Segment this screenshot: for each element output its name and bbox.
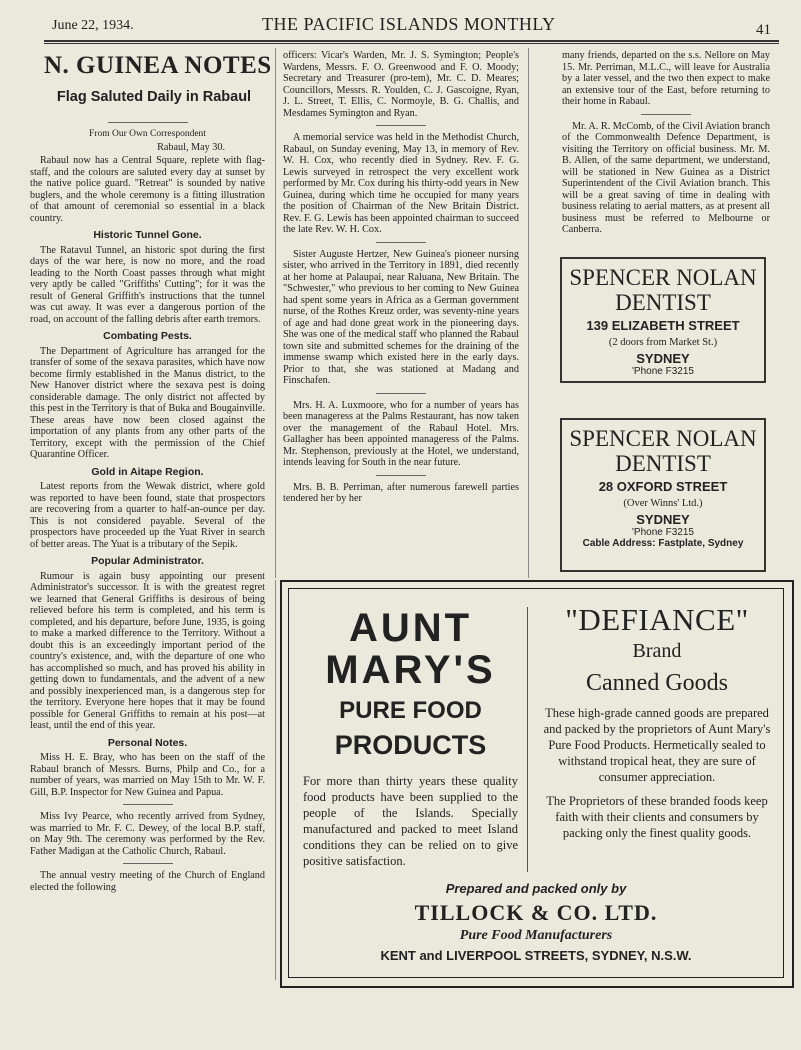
- manufacturer-line: Pure Food Manufacturers: [459, 928, 613, 943]
- dentist-ad-oxford: [560, 418, 766, 572]
- canned-goods-label: Canned Goods: [586, 670, 728, 696]
- paragraph: The Department of Agriculture has arranged for the transfer of some of the sexava parasites, which have now become firmly established in the Manus district, to the New Hanover district where the sexava pest is doing considerable damage. The only district not affected by this pest in the Territory is that of Buka and Bougainville. These areas have now been closed against the importation of any plants from any other parts of the Territory, except with the permission of the Chief Quarantine Officer.: [30, 345, 265, 460]
- column-divider: [275, 580, 276, 980]
- publication-title: THE PACIFIC ISLANDS MONTHLY: [262, 14, 556, 34]
- page-number: 41: [756, 22, 771, 38]
- paragraph: Miss H. E. Bray, who has been on the staff of the Rabaul branch of Messrs. Burns, Philp and Co., for a number of years, was married on May 15th to Mr. W. F. Gill, B.P. Inspector for New Guinea and Papua.: [30, 752, 265, 798]
- company-address: KENT and LIVERPOOL STREETS, SYDNEY, N.S.W.: [380, 948, 692, 963]
- defiance-paragraph: The Proprietors of these branded foods keep faith with their clients and consumers by packing only the finest quality goods.: [546, 794, 768, 840]
- paragraph: officers: Vicar's Warden, Mr. J. S. Symington; People's Wardens, Messrs. F. O. Greenwood and F. O. Moody; Secretary and Treasurer (pro-tem), Mr. C. D. Meares; Councillors, Messrs. R. Youlden, C. J. Gascoigne, Ryan, J. L. Street, T. Ellis, C. Normoyle, B. G. Challis, and Mesdames Symington and Ryan.: [283, 50, 519, 119]
- divider: [376, 242, 426, 243]
- ad-street: 28 OXFORD STREET: [598, 479, 728, 494]
- subheading: Gold in Aitape Region.: [91, 465, 204, 478]
- ad-note: (Over Winns' Ltd.): [623, 498, 703, 509]
- column-1: [30, 122, 265, 984]
- headline: Flag Saluted Daily in Rabaul: [56, 89, 252, 105]
- ad-phone: 'Phone F3215: [632, 527, 694, 538]
- ad-name: SPENCER NOLAN DENTIST: [569, 426, 757, 476]
- dateline: Rabaul, May 30.: [157, 141, 225, 153]
- divider: [376, 125, 426, 126]
- ad-name: SPENCER NOLAN DENTIST: [569, 265, 757, 315]
- defiance-body: [541, 705, 773, 841]
- marys-wordmark: MARY'S: [325, 648, 496, 692]
- panel-divider: [527, 607, 528, 872]
- paragraph: Miss Ivy Pearce, who recently arrived from Sydney, was married to Mr. F. C. Dewey, of the local B.P. staff, on May 9th. The ceremony was performed by the Rev. Father Madigan at the Catholic Church, Rabaul.: [30, 811, 265, 857]
- defiance-panel: [541, 603, 773, 849]
- correspondent-line: From Our Own Correspondent: [89, 129, 206, 139]
- brand-label: Brand: [632, 640, 682, 662]
- pure-food-line: PURE FOOD: [339, 697, 482, 724]
- column-3: [562, 50, 770, 250]
- ad-frame: [288, 588, 784, 978]
- column-divider: [528, 48, 529, 578]
- paragraph: many friends, departed on the s.s. Nellore on May 15. Mr. Perriman, M.L.C., will leave for Australia by a later vessel, and the two then expect to make an extensive tour of the East, before returning to their home in Rabaul.: [562, 50, 770, 107]
- paragraph: Latest reports from the Wewak district, where gold was reported to have been found, state that prospectors are recovering from a quarter to half-an-ounce per day. This is not considered payable. Several of the prospectors have proceeded up the Yuat River in search of better areas. The Yuat is a tributary of the Sepik.: [30, 481, 265, 550]
- divider: [123, 804, 173, 805]
- ad-city: SYDNEY: [636, 512, 690, 527]
- issue-date: June 22, 1934.: [52, 18, 134, 33]
- subheading: Popular Administrator.: [91, 555, 204, 567]
- defiance-paragraph: These high-grade canned goods are prepared and packed by the proprietors of Aunt Mary's Pure Food Products. Hermetically sealed to withstand tropical heat, they are sure of consumer appreciation.: [543, 706, 771, 784]
- paragraph: Mrs. H. A. Luxmoore, who for a number of years has been manageress at the Palms Restaurant, has now taken over the management of the Rabaul Hotel. Mrs. Gallagher has been appointed manageress of the Palms. Mr. Stephenson, previously at the Hotel, we understand, intends leaving for South in the near future.: [283, 399, 519, 468]
- defiance-title: "DEFIANCE": [565, 602, 749, 637]
- aunt-body: For more than thirty years these quality food products have been supplied to the people of the Islands. Specially manufactured and packed to meet Island conditions they can be relied on to give positive satisfaction.: [303, 774, 518, 868]
- dentist-ad-elizabeth: [560, 257, 766, 383]
- aunt-marys-panel: [303, 607, 518, 869]
- ad-phone: 'Phone F3215: [632, 366, 694, 377]
- products-line: PRODUCTS: [334, 730, 487, 760]
- subheading: Personal Notes.: [107, 736, 188, 749]
- company-name: TILLOCK & CO. LTD.: [414, 900, 658, 925]
- tillock-advertisement: [280, 580, 794, 988]
- paragraph: The Ratavul Tunnel, an historic spot during the first days of the war here, is now no more, and the road leading to the North Coast passes through what might very aptly be called "Griffiths' Cutting"; for it was the result of General Griffith's instructions that the tunnel was cut away. It was ever a dangerous portion of the road, on account of the falling debris after earth tremors.: [30, 244, 265, 325]
- page-header: [0, 0, 801, 40]
- paragraph: Rumour is again busy appointing our present Administrator's successor. It is with the greatest regret we learned that General Griffiths is desirous of being relieved before his term is completed, and his term is completed, and his departure, before June, 1935, is going to make a marked difference to the Territory. Without a doubt this is an exceedingly important period of the country's existence, and, with the departure of one who has accomplished so much, and has proved his ability in getting down to fundamentals, and the advent of a new and possibly inexperienced man, is a dangerous step for the territory. Everyone here hopes that it may be found possible for General Griffiths to remain at his post—at least, until the end of this year.: [30, 570, 265, 731]
- header-rule: [44, 40, 779, 42]
- divider: [641, 114, 691, 115]
- prepared-line: Prepared and packed only by: [445, 881, 627, 896]
- ad-note: (2 doors from Market St.): [608, 337, 718, 348]
- ad-street: 139 ELIZABETH STREET: [586, 318, 740, 333]
- ad-cable: Cable Address: Fastplate, Sydney: [582, 538, 744, 549]
- paragraph: Sister Auguste Hertzer, New Guinea's pioneer nursing sister, who arrived in the Territory in 1891, died recently at her home at Palaupai, near Raluana, New Britain. The "Schwester," who previous to her coming to New Guinea had spent some years in Africa as a German government nurse, of the Rothes Kreuz order, was seventy-nine years of age and had done great work in the pioneering days. She was one of the medical staff who planned the Rabaul town site and submitted schemes for the draining of the immense swamp which existed here in the early days. Prior to that, she was stationed at Madang and Finschafen.: [283, 248, 519, 386]
- section-title: N. GUINEA NOTES: [44, 52, 272, 79]
- paragraph: The annual vestry meeting of the Church of England elected the following: [30, 870, 265, 893]
- subheading: Combating Pests.: [103, 330, 192, 342]
- ad-city: SYDNEY: [636, 351, 690, 366]
- paragraph: Rabaul now has a Central Square, replete with flag-staff, and the colours are saluted every day at sunset by the native police guard. "Retreat" is sounded by native buglers, and the whole ceremony is a fitting illustration of that amount of ceremonial so essential in a black country.: [30, 155, 265, 224]
- ad-footer: [289, 881, 783, 963]
- paragraph: Mrs. B. B. Perriman, after numerous farewell parties tendered her by her: [283, 481, 519, 504]
- paragraph: A memorial service was held in the Methodist Church, Rabaul, on Sunday evening, May 13, in memory of Rev. W. H. Cox, who recently died in Sydney. Rev. F. G. Lewis surveyed in retrospect the very excellent work performed by Mr. Cox during his thirty-odd years in New Guinea, during which time he occupied for many years the position of Chairman of the New Britain District. Rev. F. G. Lewis has been appointed chairman to succeed the late Rev. W. H. Cox.: [283, 132, 519, 235]
- divider: [376, 393, 426, 394]
- subheading: Historic Tunnel Gone.: [93, 229, 202, 241]
- column-divider: [275, 48, 276, 578]
- paragraph: Mr. A. R. McComb, of the Civil Aviation branch of the Commonwealth Defence Department, is visiting the Territory on official business. Mr. M. B. Allen, of the same department, we understand, will be stationed in New Guinea as a District Superintendent of the Civil Aviation branch. This will be a great saving of time in dealing with business relating to aerial matters, as at present all business must be referred to Melbourne or Canberra.: [562, 120, 770, 235]
- aunt-wordmark: AUNT: [348, 606, 473, 650]
- divider: [123, 863, 173, 864]
- header-rule-thin: [44, 43, 779, 44]
- divider: [376, 475, 426, 476]
- divider: [108, 122, 188, 123]
- column-2: [283, 50, 519, 580]
